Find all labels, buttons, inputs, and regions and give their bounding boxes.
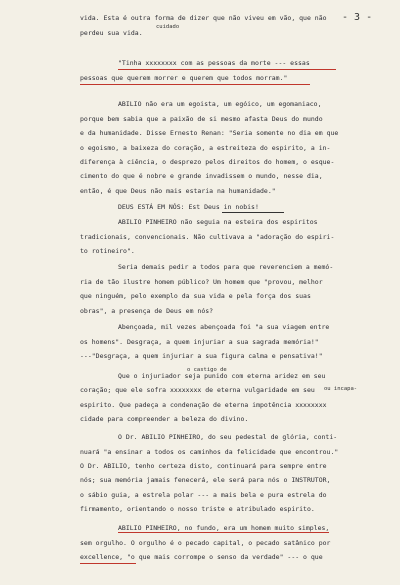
handwritten-insertion-2: o castigo de bbox=[187, 367, 227, 373]
text-line-13: ABILIO PINHEIRO não seguia na esteira dos espiritos bbox=[118, 218, 318, 226]
red-underline bbox=[80, 84, 310, 85]
page-number: - 3 - bbox=[342, 12, 373, 23]
handwritten-insertion-1: cuidado bbox=[156, 24, 180, 30]
text-line-34: sem orgulho. O orgulho é o pecado capital, o pecado satânico por bbox=[80, 539, 331, 547]
text-line-29: O Dr. ABILIO, tenho certeza disto, continuará para sempre entre bbox=[80, 462, 327, 470]
red-underline bbox=[118, 69, 336, 70]
text-line-27: O Dr. ABILIO PINHEIRO, do seu pedestal de glória, conti- bbox=[118, 433, 338, 441]
text-line-2: perdeu sua vida. bbox=[80, 29, 143, 37]
text-line-24: coração; que ele sofra xxxxxxxx de eterna vulgaridade em seu bbox=[80, 386, 315, 394]
text-line-15: to rotineiro". bbox=[80, 247, 135, 255]
text-line-20: Abençoada, mil vezes abençoada foi "a sua viagem entre bbox=[118, 323, 330, 331]
text-line-33: ABILIO PINHEIRO, no fundo, era um homem muito simples, bbox=[118, 524, 330, 532]
text-line-11: então, é que Deus não mais estaria na humanidade." bbox=[80, 187, 276, 195]
text-line-10: cimento do que é nobre e grande invadissem o mundo, nesse dia, bbox=[80, 172, 323, 180]
text-line-25: espirito. Que padeça a condenação de eterna impotência xxxxxxxx bbox=[80, 401, 327, 409]
text-line-31: o sábio guia, a estrela polar --- a mais bela e pura estrela do bbox=[80, 491, 327, 499]
text-line-22: ---"Desgraça, a quem injuriar a sua figura calma e pensativa!" bbox=[80, 352, 323, 360]
text-line-19: obras", a presença de Deus em nós? bbox=[80, 307, 214, 315]
handwritten-insertion-3: ou incapa- bbox=[324, 386, 358, 392]
text-line-4: pessoas que querem morrer e querem que todos morram." bbox=[80, 74, 288, 82]
text-line-21: os homens". Desgraça, a quem injuriar a sua sagrada memória!" bbox=[80, 338, 319, 346]
text-line-17: ria de tão ilustre homem público? Um homem que "provou, melhor bbox=[80, 278, 323, 286]
underline bbox=[222, 212, 284, 213]
text-line-30: nós; sua memória jamais fenecerá, ele será para nós o INSTRUTOR, bbox=[80, 476, 331, 484]
text-line-23: Que o injuriador seja punido com eterna aridez em seu bbox=[118, 372, 326, 380]
text-line-28: nuará "a ensinar a todos os caminhos da felicidade que encontrou." bbox=[80, 448, 339, 456]
text-line-26: cidade para compreender a beleza do divino. bbox=[80, 415, 249, 423]
text-line-7: e da humanidade. Disse Ernesto Renan: "Seria somente no dia em que bbox=[80, 129, 339, 137]
text-line-32: firmamento, orientando o nosso triste e atribulado espirito. bbox=[80, 505, 315, 513]
text-line-14: tradicionais, convencionais. Não cultivava a "adoração do espiri- bbox=[80, 233, 335, 241]
text-line-35: excellence, "o que mais corrompe o senso da verdade" --- o que bbox=[80, 553, 323, 561]
text-line-5: ABILIO não era um egoista, um egóico, um egomaniaco, bbox=[118, 100, 322, 108]
text-line-1: vida. Esta é outra forma de dizer que não viveu em vão, que não bbox=[80, 14, 327, 22]
text-line-8: o egoismo, a baixeza do coração, a estreiteza do espirito, a in- bbox=[80, 144, 331, 152]
text-line-12: DEUS ESTÁ EM NÓS: Est Deus in nobis! bbox=[118, 203, 259, 211]
text-line-6: porque bem sabia que a paixão de si mesmo afasta Deus do mundo bbox=[80, 115, 323, 123]
text-line-18: que ninguém, pelo exemplo da sua vida e pela força dos suas bbox=[80, 292, 311, 300]
text-line-16: Seria demais pedir a todos para que reverenciem a memó- bbox=[118, 263, 334, 271]
red-underline bbox=[80, 563, 136, 564]
text-line-9: diferença à ciência, o desprezo pelos direitos do homem, o esque- bbox=[80, 158, 335, 166]
text-line-3: "Tinha xxxxxxxx com as pessoas da morte --- essas bbox=[118, 59, 310, 67]
